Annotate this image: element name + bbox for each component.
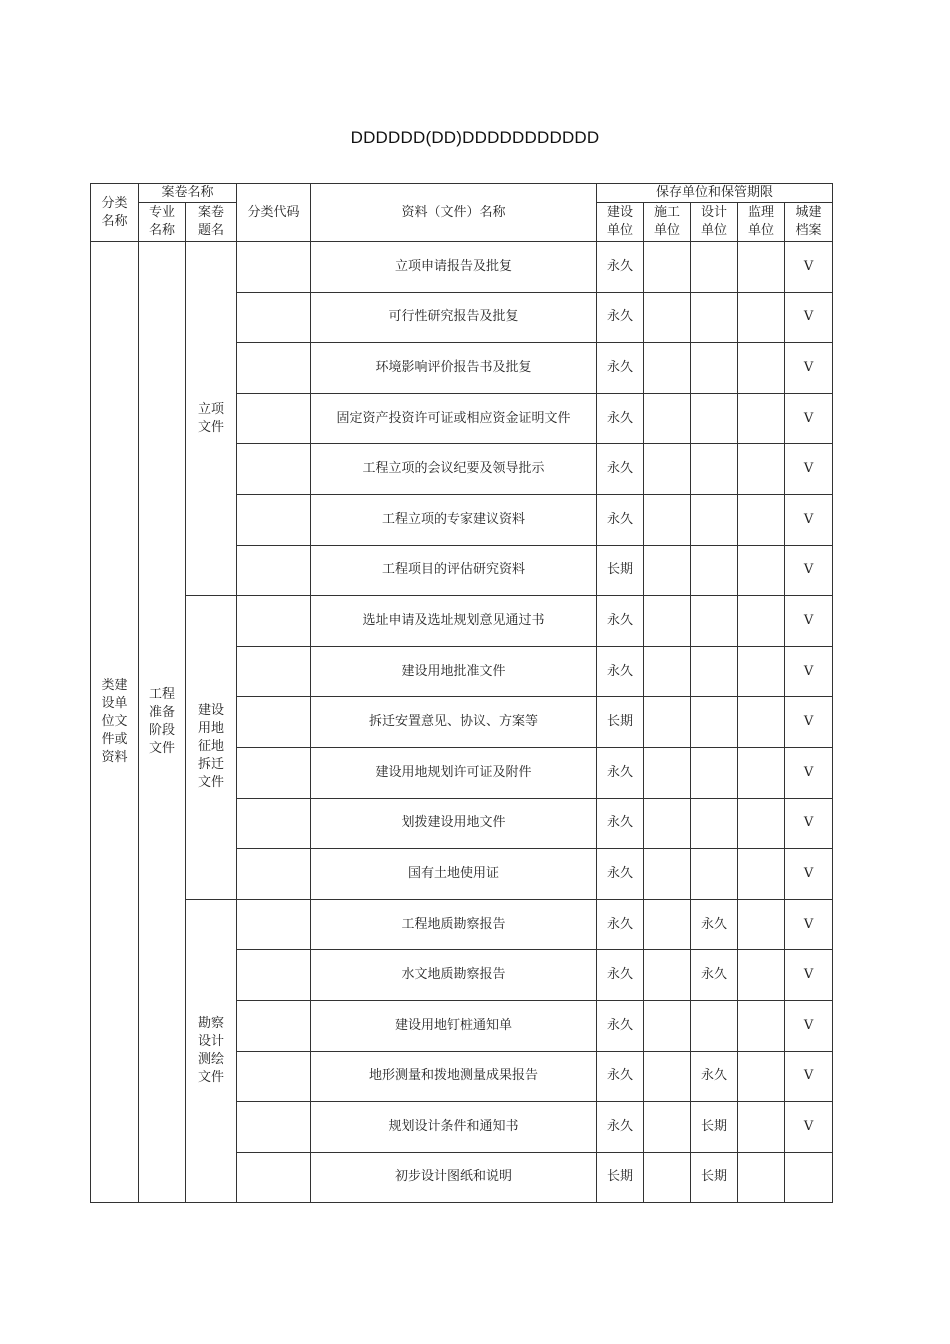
archive-cell: V bbox=[785, 393, 833, 444]
archive-cell: V bbox=[785, 899, 833, 950]
class-code-cell bbox=[237, 1152, 311, 1203]
header-category-name: 分类 名称 bbox=[91, 184, 139, 242]
construct-unit-cell bbox=[644, 849, 691, 900]
document-name-cell: 选址申请及选址规划意见通过书 bbox=[311, 596, 597, 647]
supervise-unit-cell bbox=[738, 950, 785, 1001]
header-class-code: 分类代码 bbox=[237, 184, 311, 242]
class-code-cell bbox=[237, 242, 311, 293]
category-cell: 类建 设单 位文 件或 资料 bbox=[91, 242, 139, 1203]
archive-cell: V bbox=[785, 747, 833, 798]
supervise-unit-cell bbox=[738, 899, 785, 950]
design-unit-cell bbox=[691, 242, 738, 293]
supervise-unit-cell bbox=[738, 545, 785, 596]
build-unit-cell: 永久 bbox=[597, 1051, 644, 1102]
design-unit-cell bbox=[691, 444, 738, 495]
document-name-cell: 拆迁安置意见、协议、方案等 bbox=[311, 697, 597, 748]
document-name-cell: 可行性研究报告及批复 bbox=[311, 292, 597, 343]
volume-topic-cell: 立项 文件 bbox=[186, 242, 237, 596]
header-volume-topic: 案卷 题名 bbox=[186, 203, 237, 242]
design-unit-cell: 永久 bbox=[691, 950, 738, 1001]
header-major-name: 专业 名称 bbox=[139, 203, 186, 242]
construct-unit-cell bbox=[644, 646, 691, 697]
design-unit-cell bbox=[691, 849, 738, 900]
volume-topic-cell: 建设 用地 征地 拆迁 文件 bbox=[186, 596, 237, 900]
build-unit-cell: 长期 bbox=[597, 545, 644, 596]
design-unit-cell bbox=[691, 292, 738, 343]
supervise-unit-cell bbox=[738, 292, 785, 343]
document-name-cell: 工程项目的评估研究资料 bbox=[311, 545, 597, 596]
class-code-cell bbox=[237, 798, 311, 849]
document-title: DDDDDD(DD)DDDDDDDDDDD bbox=[350, 128, 600, 147]
class-code-cell bbox=[237, 292, 311, 343]
document-name-cell: 规划设计条件和通知书 bbox=[311, 1102, 597, 1153]
supervise-unit-cell bbox=[738, 697, 785, 748]
header-document-name: 资料（文件）名称 bbox=[311, 184, 597, 242]
construct-unit-cell bbox=[644, 242, 691, 293]
build-unit-cell: 永久 bbox=[597, 494, 644, 545]
build-unit-cell: 永久 bbox=[597, 950, 644, 1001]
class-code-cell bbox=[237, 393, 311, 444]
class-code-cell bbox=[237, 646, 311, 697]
archive-cell: V bbox=[785, 849, 833, 900]
document-name-cell: 地形测量和拨地测量成果报告 bbox=[311, 1051, 597, 1102]
design-unit-cell bbox=[691, 798, 738, 849]
design-unit-cell bbox=[691, 596, 738, 647]
supervise-unit-cell bbox=[738, 393, 785, 444]
build-unit-cell: 永久 bbox=[597, 747, 644, 798]
build-unit-cell: 永久 bbox=[597, 242, 644, 293]
construct-unit-cell bbox=[644, 1000, 691, 1051]
supervise-unit-cell bbox=[738, 444, 785, 495]
build-unit-cell: 永久 bbox=[597, 798, 644, 849]
design-unit-cell: 永久 bbox=[691, 1051, 738, 1102]
archive-cell: V bbox=[785, 444, 833, 495]
class-code-cell bbox=[237, 1051, 311, 1102]
supervise-unit-cell bbox=[738, 494, 785, 545]
archive-cell: V bbox=[785, 292, 833, 343]
supervise-unit-cell bbox=[738, 798, 785, 849]
archive-cell: V bbox=[785, 1102, 833, 1153]
design-unit-cell bbox=[691, 646, 738, 697]
class-code-cell bbox=[237, 1000, 311, 1051]
archive-cell: V bbox=[785, 646, 833, 697]
build-unit-cell: 永久 bbox=[597, 596, 644, 647]
design-unit-cell: 长期 bbox=[691, 1102, 738, 1153]
construct-unit-cell bbox=[644, 545, 691, 596]
class-code-cell bbox=[237, 545, 311, 596]
build-unit-cell: 永久 bbox=[597, 1102, 644, 1153]
table-row bbox=[91, 899, 833, 950]
document-name-cell: 建设用地规划许可证及附件 bbox=[311, 747, 597, 798]
build-unit-cell: 永久 bbox=[597, 1000, 644, 1051]
construct-unit-cell bbox=[644, 494, 691, 545]
supervise-unit-cell bbox=[738, 646, 785, 697]
construct-unit-cell bbox=[644, 444, 691, 495]
construct-unit-cell bbox=[644, 1051, 691, 1102]
construct-unit-cell bbox=[644, 899, 691, 950]
build-unit-cell: 永久 bbox=[597, 444, 644, 495]
archive-cell: V bbox=[785, 950, 833, 1001]
supervise-unit-cell bbox=[738, 1000, 785, 1051]
supervise-unit-cell bbox=[738, 596, 785, 647]
document-name-cell: 固定资产投资许可证或相应资金证明文件 bbox=[311, 393, 597, 444]
document-name-cell: 初步设计图纸和说明 bbox=[311, 1152, 597, 1203]
design-unit-cell: 永久 bbox=[691, 899, 738, 950]
supervise-unit-cell bbox=[738, 1051, 785, 1102]
class-code-cell bbox=[237, 343, 311, 394]
construct-unit-cell bbox=[644, 393, 691, 444]
design-unit-cell bbox=[691, 545, 738, 596]
document-name-cell: 工程地质勘察报告 bbox=[311, 899, 597, 950]
class-code-cell bbox=[237, 596, 311, 647]
volume-topic-cell: 勘察 设计 测绘 文件 bbox=[186, 899, 237, 1203]
class-code-cell bbox=[237, 950, 311, 1001]
design-unit-cell: 长期 bbox=[691, 1152, 738, 1203]
supervise-unit-cell bbox=[738, 849, 785, 900]
construct-unit-cell bbox=[644, 697, 691, 748]
build-unit-cell: 长期 bbox=[597, 697, 644, 748]
construct-unit-cell bbox=[644, 950, 691, 1001]
build-unit-cell: 永久 bbox=[597, 849, 644, 900]
class-code-cell bbox=[237, 444, 311, 495]
document-name-cell: 建设用地批准文件 bbox=[311, 646, 597, 697]
archive-cell: V bbox=[785, 494, 833, 545]
supervise-unit-cell bbox=[738, 1102, 785, 1153]
header-unit-supervise: 监理 单位 bbox=[738, 203, 785, 242]
supervise-unit-cell bbox=[738, 1152, 785, 1203]
document-name-cell: 环境影响评价报告书及批复 bbox=[311, 343, 597, 394]
build-unit-cell: 永久 bbox=[597, 343, 644, 394]
archive-cell: V bbox=[785, 697, 833, 748]
archive-cell: V bbox=[785, 596, 833, 647]
class-code-cell bbox=[237, 1102, 311, 1153]
archive-cell: V bbox=[785, 343, 833, 394]
archive-cell bbox=[785, 1152, 833, 1203]
archive-cell: V bbox=[785, 242, 833, 293]
build-unit-cell: 永久 bbox=[597, 646, 644, 697]
construct-unit-cell bbox=[644, 1102, 691, 1153]
document-name-cell: 立项申请报告及批复 bbox=[311, 242, 597, 293]
supervise-unit-cell bbox=[738, 343, 785, 394]
document-name-cell: 工程立项的会议纪要及领导批示 bbox=[311, 444, 597, 495]
archive-cell: V bbox=[785, 545, 833, 596]
design-unit-cell bbox=[691, 393, 738, 444]
build-unit-cell: 永久 bbox=[597, 899, 644, 950]
header-retention: 保存单位和保管期限 bbox=[597, 184, 833, 203]
supervise-unit-cell bbox=[738, 747, 785, 798]
table-row bbox=[91, 596, 833, 647]
header-unit-build: 建设 单位 bbox=[597, 203, 644, 242]
design-unit-cell bbox=[691, 697, 738, 748]
archive-table bbox=[90, 183, 833, 1203]
document-name-cell: 国有土地使用证 bbox=[311, 849, 597, 900]
construct-unit-cell bbox=[644, 1152, 691, 1203]
header-unit-construct: 施工 单位 bbox=[644, 203, 691, 242]
table-row bbox=[91, 242, 833, 293]
document-name-cell: 建设用地钉桩通知单 bbox=[311, 1000, 597, 1051]
supervise-unit-cell bbox=[738, 242, 785, 293]
class-code-cell bbox=[237, 747, 311, 798]
header-unit-archive: 城建 档案 bbox=[785, 203, 833, 242]
build-unit-cell: 永久 bbox=[597, 393, 644, 444]
archive-cell: V bbox=[785, 798, 833, 849]
construct-unit-cell bbox=[644, 596, 691, 647]
construct-unit-cell bbox=[644, 343, 691, 394]
class-code-cell bbox=[237, 697, 311, 748]
construct-unit-cell bbox=[644, 292, 691, 343]
class-code-cell bbox=[237, 849, 311, 900]
document-name-cell: 划拨建设用地文件 bbox=[311, 798, 597, 849]
design-unit-cell bbox=[691, 1000, 738, 1051]
archive-cell: V bbox=[785, 1000, 833, 1051]
construct-unit-cell bbox=[644, 747, 691, 798]
design-unit-cell bbox=[691, 343, 738, 394]
class-code-cell bbox=[237, 899, 311, 950]
header-volume-name: 案卷名称 bbox=[139, 184, 237, 203]
header-unit-design: 设计 单位 bbox=[691, 203, 738, 242]
design-unit-cell bbox=[691, 747, 738, 798]
build-unit-cell: 永久 bbox=[597, 292, 644, 343]
class-code-cell bbox=[237, 494, 311, 545]
archive-cell: V bbox=[785, 1051, 833, 1102]
design-unit-cell bbox=[691, 494, 738, 545]
build-unit-cell: 长期 bbox=[597, 1152, 644, 1203]
document-name-cell: 水文地质勘察报告 bbox=[311, 950, 597, 1001]
major-cell: 工程 准备 阶段 文件 bbox=[139, 242, 186, 1203]
document-name-cell: 工程立项的专家建议资料 bbox=[311, 494, 597, 545]
construct-unit-cell bbox=[644, 798, 691, 849]
